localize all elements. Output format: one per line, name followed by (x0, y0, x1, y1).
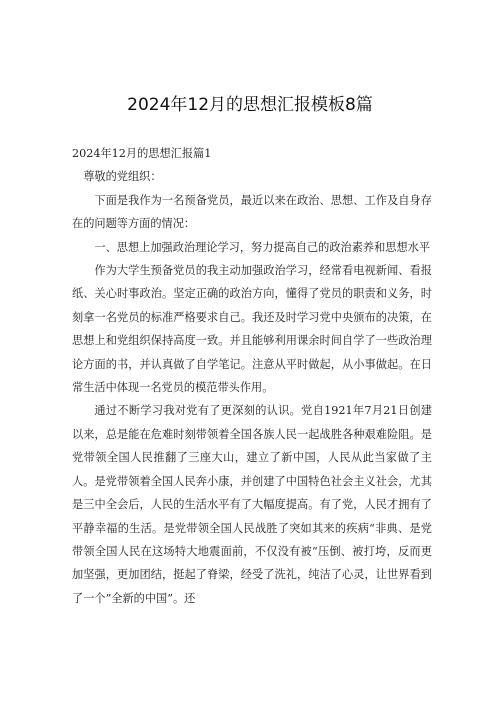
paragraph-study: 作为大学生预备党员的我主动加强政治学习，经常看电视新闻、看报纸、关心时事政治。坚定正确的政治方向，懂得了党员的职责和义务，时刻拿一名党员的标准严格要求自己。我还及时学习党中央颁布的决策，在思想上和党组织保持高度一致。并且能够利用课余时间自学了一些政治理论方面的书，并认真做了自学笔记。注意从平时做起，从小事做起。在日常生活中体现一名党员的模范带头作用。 (72, 264, 432, 395)
section-title: 2024年12月的思想汇报篇1 (72, 147, 212, 160)
paragraph-party-history: 通过不断学习我对党有了更深刻的认识。党自1921年7月21日创建以来，总是能在危难时刻带领着全国各族人民一起战胜各种艰难险阻。是党带领全国人民推翻了三座大山，建立了新中国，人民从此当家做了主人。是党带领着全国人民奔小康，并创建了中国特色社会主义社会，尤其是三中全会后，人民的生活水平有了大幅度提高。有了党，人民才拥有了平静幸福的生活。是党带领全国人民战胜了突如其来的疾病“非典、是党带领全国人民在这场特大地震面前，不仅没有被“压倒、被打垮，反而更加坚强，更加团结，挺起了脊梁，经受了洗礼，纯洁了心灵，让世界看到了一个”全新的中国”。还 (72, 404, 432, 605)
paragraph-heading-one: 一、思想上加强政治理论学习，努力提高自己的政治素养和思想水平 (94, 240, 431, 254)
document-title: 2024年12月的思想汇报模板8篇 (127, 95, 373, 115)
document-body (72, 142, 432, 610)
paragraph-intro: 下面是我作为一名预备党员，最近以来在政治、思想、工作及自身存在的问题等方面的情况： (72, 193, 432, 231)
salutation: 尊敬的党组织： (83, 170, 162, 184)
